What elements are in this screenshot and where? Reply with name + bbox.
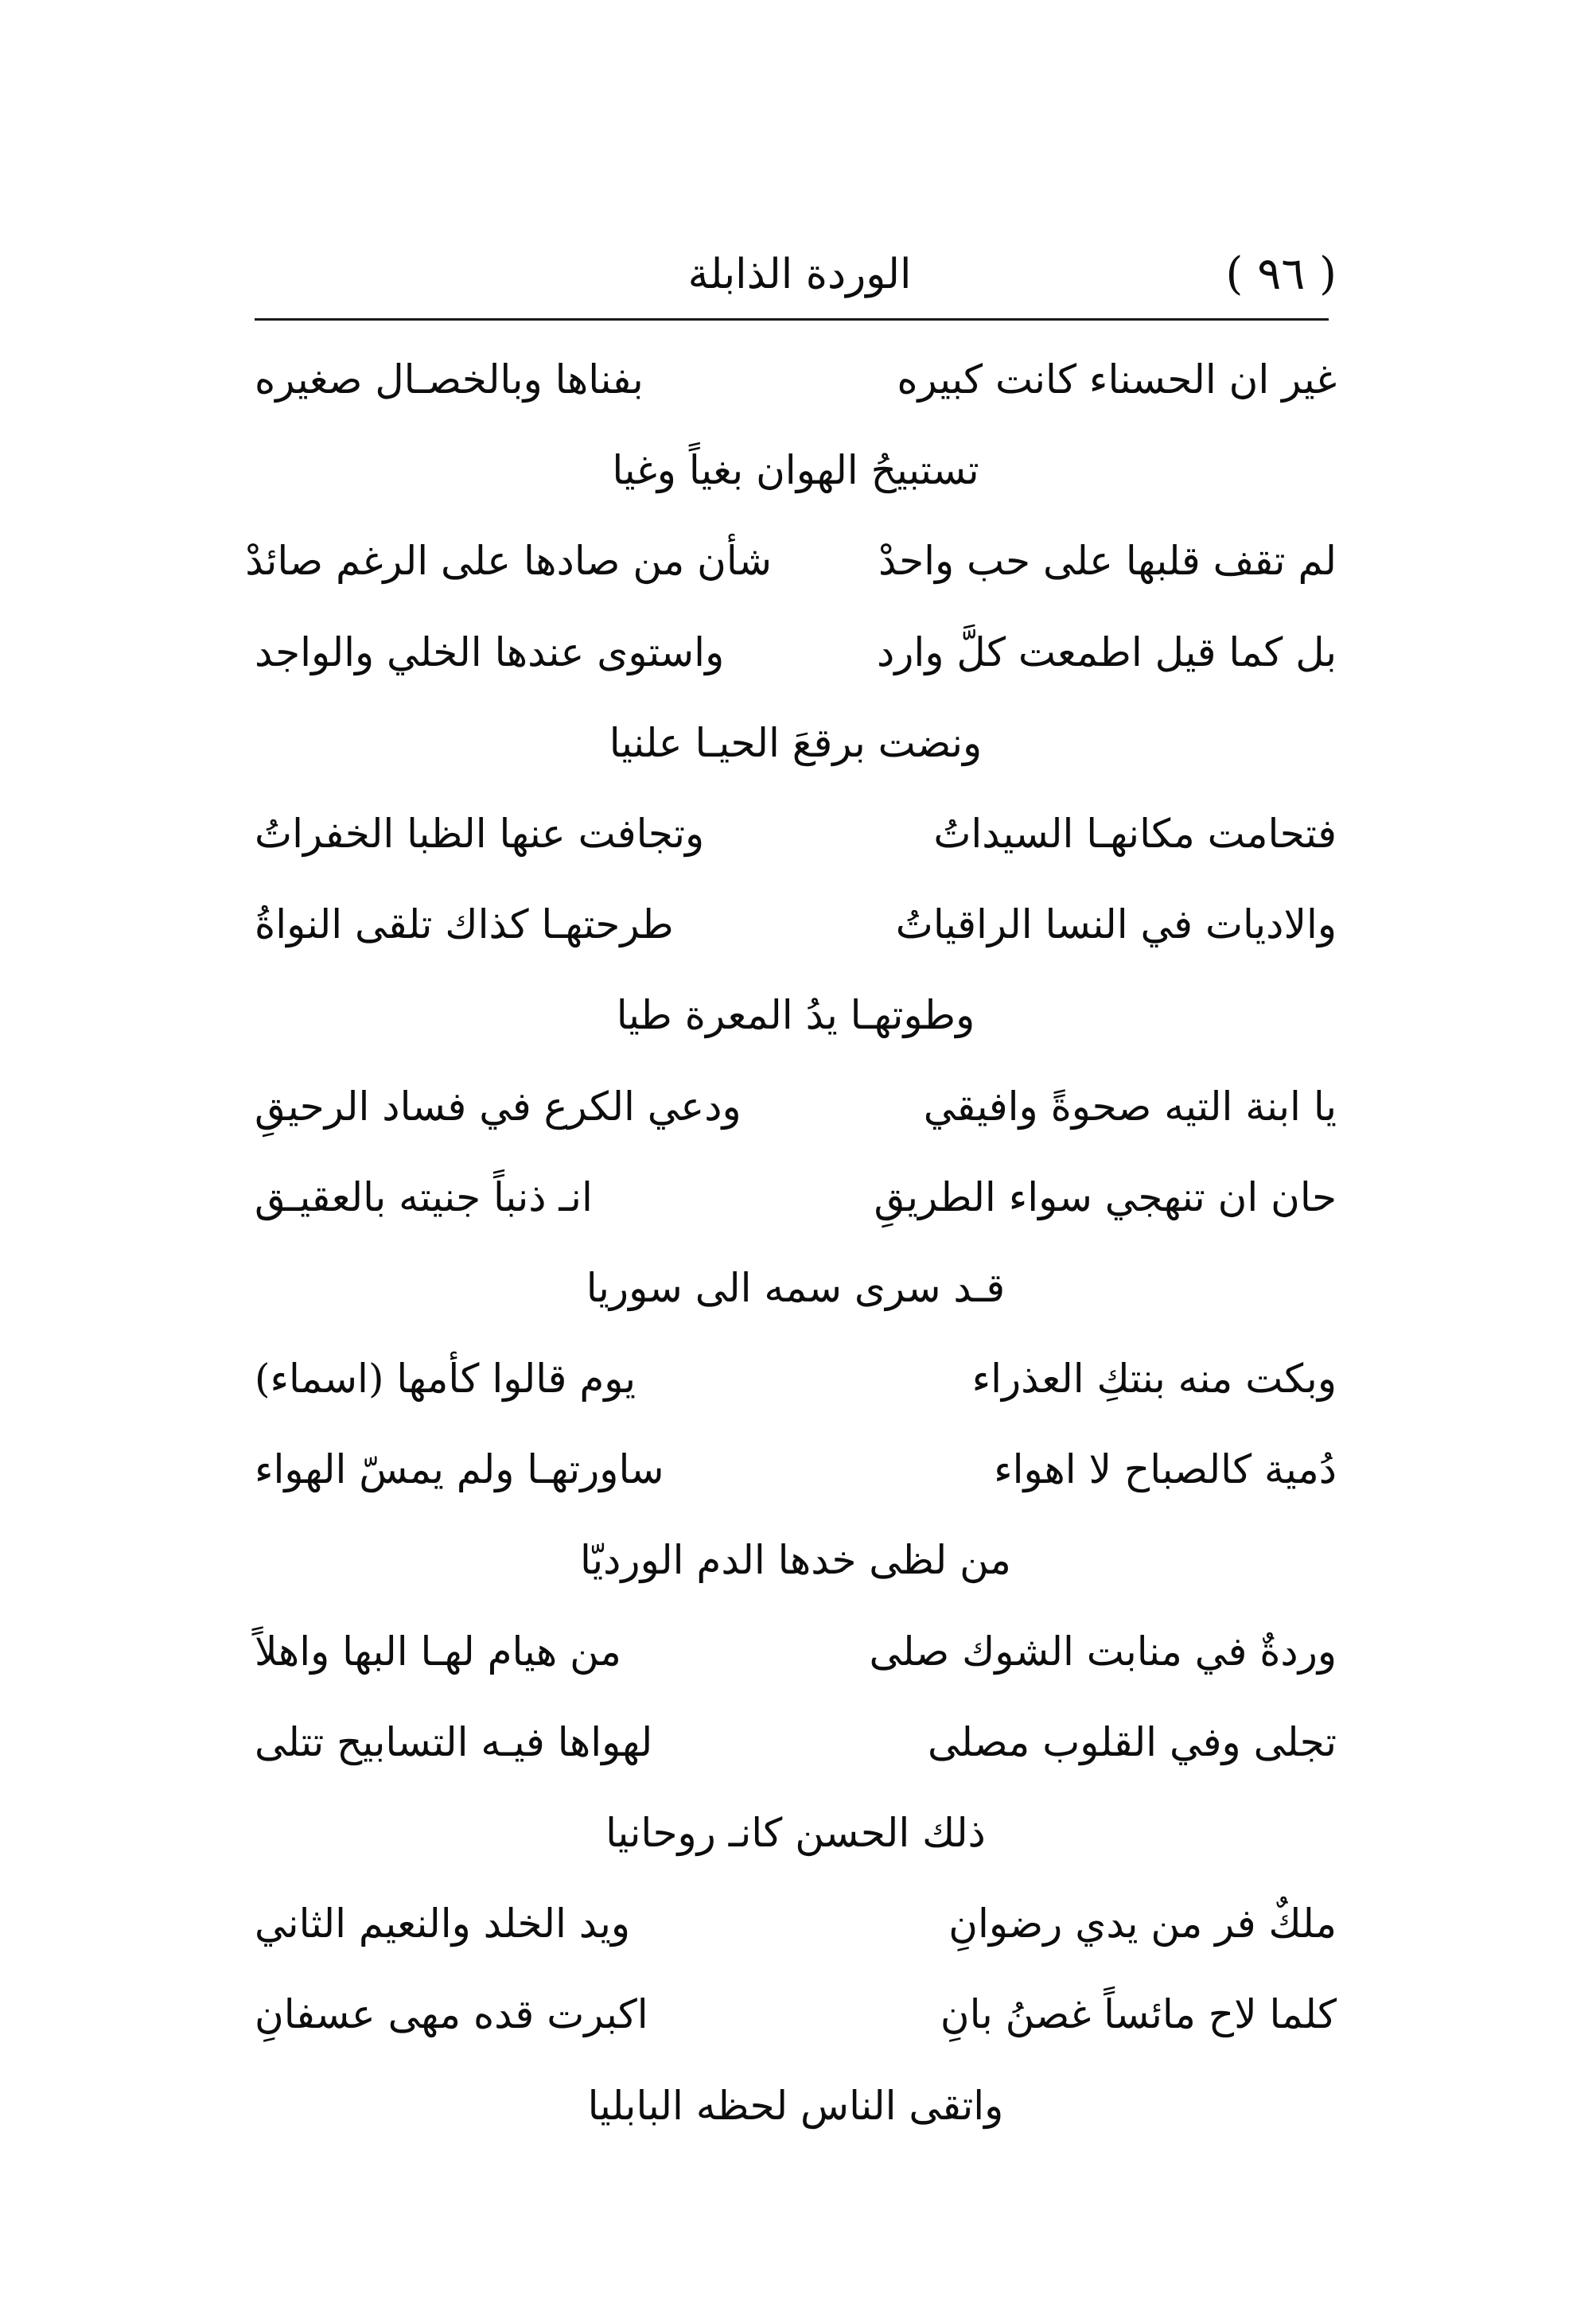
page-number: ( ٩٦ )	[1225, 248, 1337, 300]
header-rule	[255, 318, 1329, 321]
verse-first-hemistich: ملكٌ فر من يدي رضوانِ	[948, 1901, 1337, 1947]
verse-first-hemistich: بل كما قيل اطمعت كلَّ وارد	[877, 628, 1337, 675]
verse-first-hemistich: يا ابنة التيه صحوةً وافيقي	[923, 1083, 1337, 1130]
verse-line	[255, 1333, 1337, 1424]
poem-body	[245, 334, 1337, 2151]
verse-first-hemistich: والاديات في النسا الراقياتُ	[895, 901, 1337, 948]
verse-line	[255, 334, 1337, 425]
verse-line	[255, 1969, 1337, 2060]
verse-first-hemistich: لم تقف قلبها على حب واحدْ	[878, 538, 1337, 585]
verse-first-hemistich: وبكت منه بنتكِ العذراء	[971, 1356, 1337, 1403]
verse-first-hemistich: دُمية كالصباح لا اهواء	[994, 1446, 1337, 1493]
verse-second-hemistich: وتجافت عنها الظبا الخفراتُ	[255, 810, 705, 857]
verse-first-hemistich: غير ان الحسناء كانت كبيره	[897, 356, 1337, 403]
refrain-line: من لظى خدها الدم الورديّا	[580, 1537, 1011, 1584]
page-header	[263, 239, 1337, 310]
refrain-line: وطوتهـا يدُ المعرة طيا	[616, 992, 975, 1039]
verse-first-hemistich: وردةٌ في منابت الشوك صلى	[869, 1628, 1337, 1675]
verse-line	[255, 1697, 1337, 1788]
running-title: الوردة الذابلة	[687, 251, 912, 298]
verse-line	[255, 1878, 1337, 1969]
verse-first-hemistich: تجلى وفي القلوب مصلى	[927, 1718, 1337, 1765]
verse-line	[255, 1152, 1337, 1243]
verse-second-hemistich: من هيام لهـا البها واهلاً	[255, 1628, 621, 1675]
verse-second-hemistich: اكبرت قده مهى عسفانِ	[255, 1991, 648, 2038]
refrain-line: ونضت برقعَ الحيـا علنيا	[609, 719, 983, 766]
verse-first-hemistich: كلما لاح مائساً غصنُ بانِ	[940, 1991, 1337, 2038]
verse-line	[255, 1424, 1337, 1515]
verse-second-hemistich: يوم قالوا كأمها (اسماء)	[255, 1356, 636, 1403]
verse-line	[255, 1061, 1337, 1152]
refrain-line: تستبيحُ الهوان بغياً وغيا	[612, 447, 979, 494]
verse-second-hemistich: ساورتهـا ولم يمسّ الهواء	[255, 1446, 664, 1493]
verse-second-hemistich: شأن من صادها على الرغم صائدْ	[245, 538, 772, 585]
verse-line	[255, 1606, 1337, 1697]
verse-second-hemistich: ويد الخلد والنعيم الثاني	[255, 1901, 631, 1947]
verse-second-hemistich: طرحتهـا كذاك تلقى النواةُ	[255, 901, 674, 948]
verse-second-hemistich: انـ ذنباً جنيته بالعقيـق	[255, 1173, 593, 1220]
verse-second-hemistich: ودعي الكرع في فساد الرحيقِ	[255, 1083, 742, 1130]
verse-line	[255, 607, 1337, 698]
verse-line	[255, 879, 1337, 970]
refrain-line: ذلك الحسن كانـ روحانيا	[605, 1810, 986, 1856]
verse-second-hemistich: بفناها وبالخصـال صغيره	[255, 356, 644, 403]
verse-first-hemistich: فتحامت مكانهـا السيداتُ	[933, 810, 1337, 857]
verse-second-hemistich: واستوى عندها الخلي والواجد	[255, 628, 725, 675]
verse-first-hemistich: حان ان تنهجي سواء الطريقِ	[874, 1173, 1337, 1220]
verse-line	[245, 516, 1337, 606]
verse-line	[255, 788, 1337, 879]
verse-second-hemistich: لهواها فيـه التسابيح تتلى	[255, 1718, 653, 1765]
refrain-line: قـد سرى سمه الى سوريا	[586, 1264, 1006, 1311]
refrain-line: واتقى الناس لحظه البابليا	[587, 2082, 1004, 2129]
